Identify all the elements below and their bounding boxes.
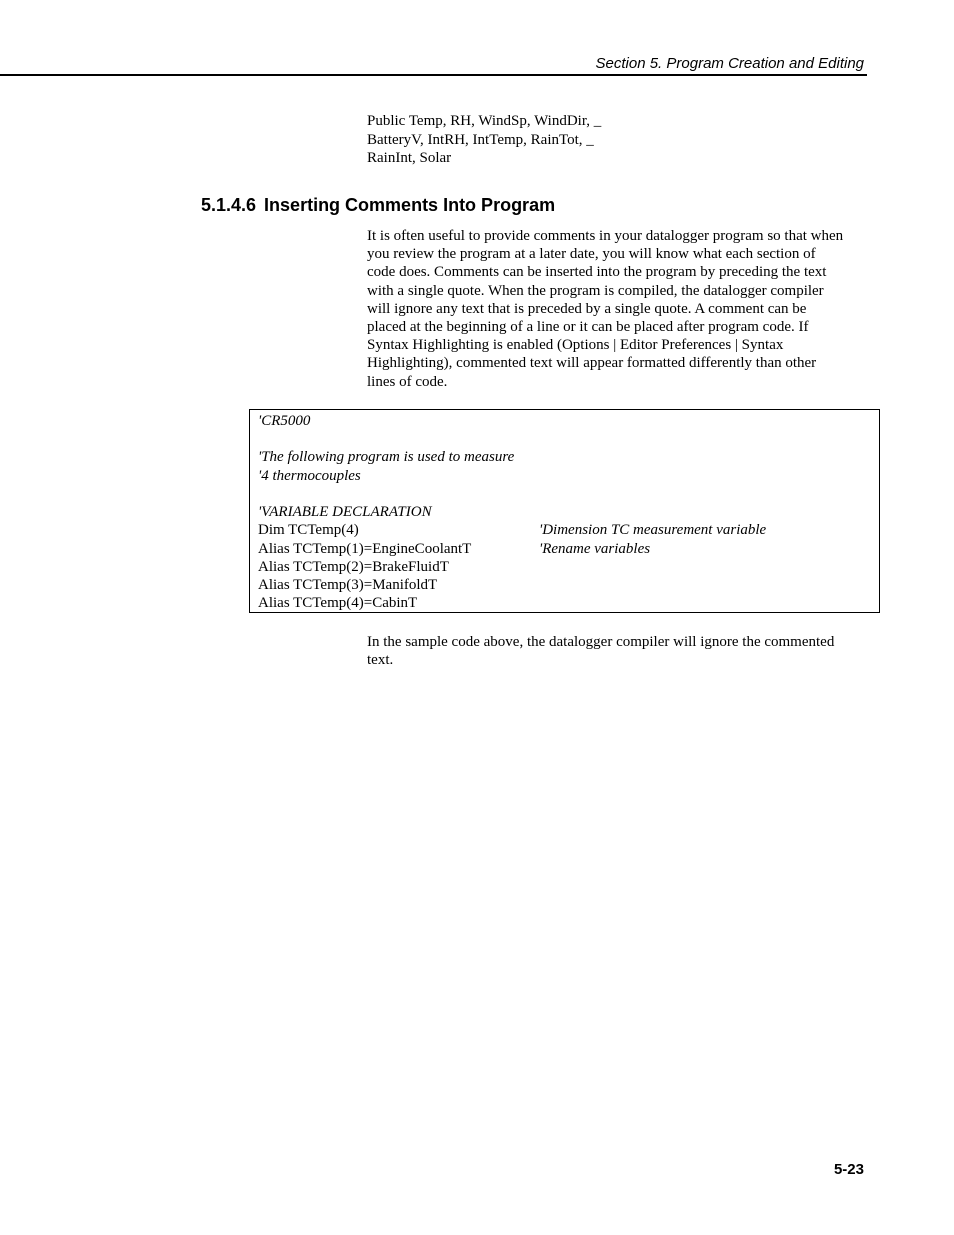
paragraph-line: placed at the beginning of a line or it can be placed after program code. If xyxy=(367,319,809,336)
code-comment-description: '4 thermocouples xyxy=(258,468,361,484)
paragraph-line: code does. Comments can be inserted into the program by preceding the text xyxy=(367,264,827,281)
code-dim-comment: 'Dimension TC measurement variable xyxy=(539,522,767,538)
public-declaration-line: RainInt, Solar xyxy=(367,150,452,166)
paragraph-line: Syntax Highlighting is enabled (Options | Editor Preferences | Syntax xyxy=(367,337,784,354)
paragraph-line: Highlighting), commented text will appear formatted differently than other xyxy=(367,355,817,372)
code-alias-line: Alias TCTemp(2)=BrakeFluidT xyxy=(258,559,449,575)
paragraph-line: lines of code. xyxy=(367,373,448,390)
closing-paragraph xyxy=(367,633,867,669)
code-comment-cr5000: 'CR5000 xyxy=(258,413,311,429)
section-title: Inserting Comments Into Program xyxy=(264,195,556,215)
code-alias-line: Alias TCTemp(3)=ManifoldT xyxy=(258,577,438,593)
public-declaration xyxy=(367,112,601,168)
paragraph-line: text. xyxy=(367,652,394,669)
public-declaration-line: Public Temp, RH, WindSp, WindDir, _ xyxy=(367,113,602,129)
paragraph-line: you review the program at a later date, you will know what each section of xyxy=(367,246,816,263)
running-header: Section 5. Program Creation and Editing xyxy=(595,55,864,72)
code-dim-line: Dim TCTemp(4) xyxy=(258,522,359,538)
section-heading xyxy=(201,195,555,216)
public-declaration-line: BatteryV, IntRH, IntTemp, RainTot, _ xyxy=(367,131,594,148)
page-number: 5-23 xyxy=(833,1161,864,1178)
paragraph-line: with a single quote. When the program is compiled, the datalogger compiler xyxy=(367,282,824,299)
code-alias-line: Alias TCTemp(1)=EngineCoolantT xyxy=(258,541,472,557)
paragraph-line: will ignore any text that is preceded by a single quote. A comment can be xyxy=(367,300,807,317)
code-example-box xyxy=(249,409,880,613)
code-alias-comment: 'Rename variables xyxy=(539,541,651,557)
section-number: 5.1.4.6 xyxy=(201,195,257,215)
header-divider xyxy=(0,74,867,76)
code-comment-description: 'The following program is used to measure xyxy=(258,449,515,465)
code-alias-line: Alias TCTemp(4)=CabinT xyxy=(258,595,418,611)
intro-paragraph xyxy=(367,227,867,391)
paragraph-line: It is often useful to provide comments in your datalogger program so that when xyxy=(367,228,844,244)
code-comment-variable-declaration: 'VARIABLE DECLARATION xyxy=(258,504,432,520)
paragraph-line: In the sample code above, the datalogger compiler will ignore the commented xyxy=(367,634,835,650)
